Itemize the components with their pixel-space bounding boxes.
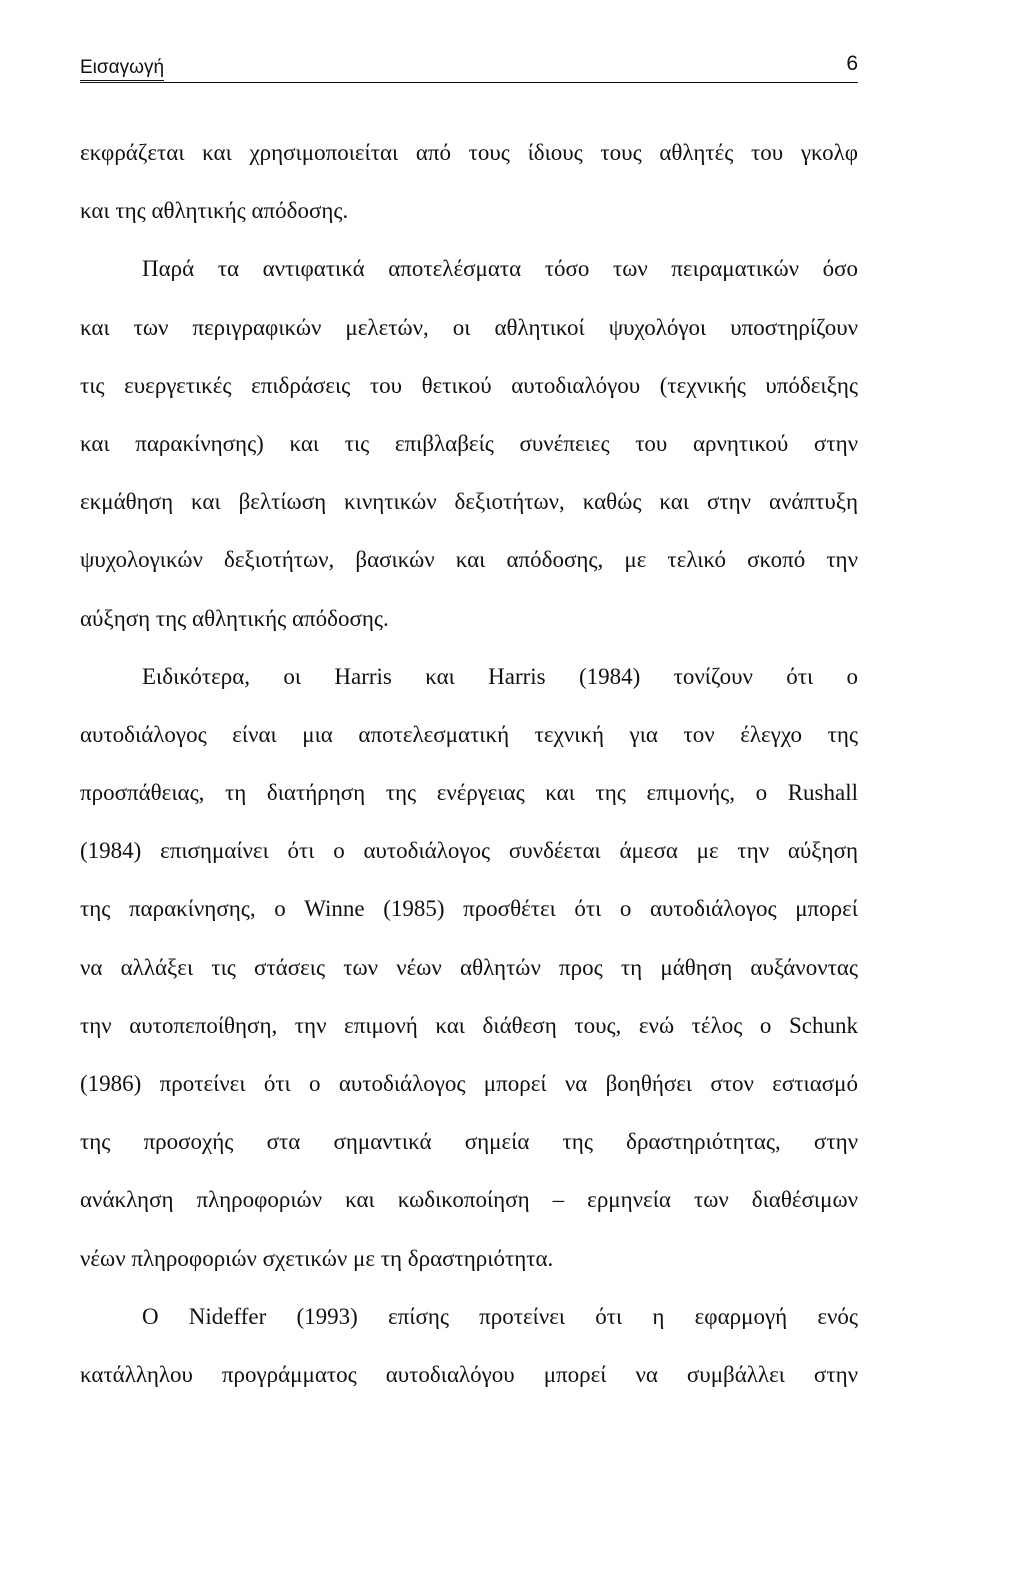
- text-line: ψυχολογικών δεξιοτήτων, βασικών και απόδοσης, με τελικό σκοπό την: [80, 547, 858, 573]
- text-line: προσπάθειας, τη διατήρηση της ενέργειας και της επιμονής, ο Rushall: [80, 780, 858, 806]
- text-line: της παρακίνησης, ο Winne (1985) προσθέτει ότι ο αυτοδιάλογος μπορεί: [80, 896, 858, 922]
- text-line: και της αθλητικής απόδοσης.: [80, 198, 349, 224]
- text-line: κατάλληλου προγράμματος αυτοδιαλόγου μπορεί να συμβάλλει στην: [80, 1361, 858, 1387]
- text-line: Ειδικότερα, οι Harris και Harris (1984) τονίζουν ότι ο: [142, 663, 858, 689]
- section-title: Εισαγωγή: [80, 57, 165, 78]
- text-line: αύξηση της αθλητικής απόδοσης.: [80, 605, 389, 631]
- running-header: [80, 52, 858, 83]
- text-line: εκφράζεται και χρησιμοποιείται από τους ίδιους τους αθλητές του γκολφ: [80, 140, 858, 165]
- body-text: [80, 124, 858, 1404]
- text-line: εκμάθηση και βελτίωση κινητικών δεξιοτήτων, καθώς και στην ανάπτυξη: [80, 489, 858, 515]
- text-line: (1986) προτείνει ότι ο αυτοδιάλογος μπορεί να βοηθήσει στον εστιασμό: [80, 1071, 858, 1096]
- text-line: και των περιγραφικών μελετών, οι αθλητικοί ψυχολόγοι υποστηρίζουν: [80, 314, 858, 340]
- text-line: ανάκληση πληροφοριών και κωδικοποίηση – ερμηνεία των διαθέσιμων: [80, 1187, 858, 1213]
- text-line: Παρά τα αντιφατικά αποτελέσματα τόσο των πειραματικών όσο: [142, 256, 858, 282]
- text-line: τις ευεργετικές επιδράσεις του θετικού αυτοδιαλόγου (τεχνικής υπόδειξης: [80, 372, 858, 398]
- text-line: και παρακίνησης) και τις επιβλαβείς συνέπειες του αρνητικού στην: [80, 430, 858, 456]
- page-number: 6: [846, 52, 858, 75]
- text-line: Ο Nideffer (1993) επίσης προτείνει ότι η εφαρμογή ενός: [142, 1303, 858, 1329]
- text-line: της προσοχής στα σημαντικά σημεία της δραστηριότητας, στην: [80, 1129, 858, 1155]
- text-line: (1984) επισημαίνει ότι ο αυτοδιάλογος συνδέεται άμεσα με την αύξηση: [80, 838, 858, 864]
- text-line: νέων πληροφοριών σχετικών με τη δραστηριότητα.: [80, 1245, 554, 1271]
- text-line: αυτοδιάλογος είναι μια αποτελεσματική τεχνική για τον έλεγχο της: [80, 721, 858, 747]
- text-line: να αλλάξει τις στάσεις των νέων αθλητών προς τη μάθηση αυξάνοντας: [80, 954, 858, 980]
- text-line: την αυτοπεποίθηση, την επιμονή και διάθεση τους, ενώ τέλος ο Schunk: [80, 1012, 858, 1038]
